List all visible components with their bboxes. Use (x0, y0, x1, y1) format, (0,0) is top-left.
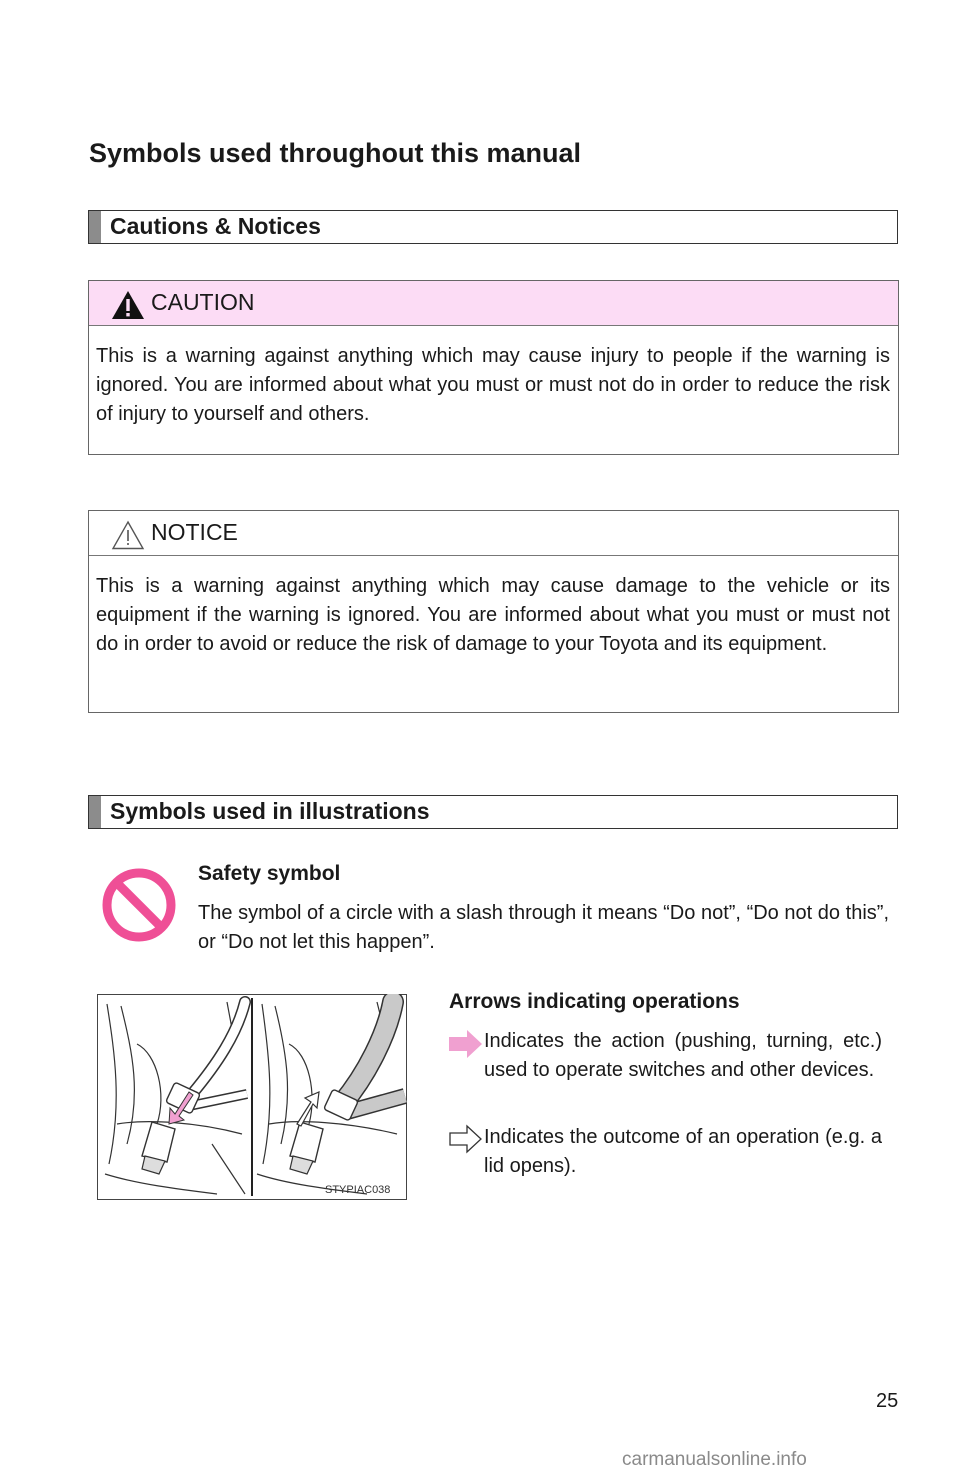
notice-header (89, 511, 898, 556)
caution-label: CAUTION (151, 289, 255, 315)
notice-label: NOTICE (151, 519, 238, 545)
caution-text: This is a warning against anything which may cause injury to people if the warning is ignored. You are informed about what you must or must not do in order to reduce the risk of injury to yourself and others. (96, 345, 890, 425)
page-title: Symbols used throughout this manual (89, 138, 582, 168)
safety-symbol-title: Safety symbol (198, 862, 341, 885)
caution-box (88, 280, 899, 455)
notice-box (88, 510, 899, 713)
notice-text: This is a warning against anything which may cause damage to the vehicle or its equipment if the warning is ignored. You are informed about what you must or must not do in order to avoid or reduce the risk of damage to your Toyota and its equipment. (96, 575, 890, 655)
arrows-title: Arrows indicating operations (449, 990, 740, 1013)
filled-arrow-icon (449, 1029, 483, 1059)
section-heading-cautions (88, 210, 898, 244)
section-heading-label: Cautions & Notices (110, 213, 321, 239)
outline-arrow-icon (449, 1124, 483, 1154)
warning-triangle-filled-icon (111, 290, 145, 320)
watermark: carmanualsonline.info (622, 1449, 807, 1470)
illustration-caption: STYPIAC038 (325, 1184, 391, 1196)
seatbelt-illustration (97, 994, 407, 1200)
caution-header (89, 281, 898, 326)
section-edge (89, 211, 101, 243)
section-edge (89, 796, 101, 828)
page-number: 25 (876, 1390, 899, 1412)
section-heading-illustrations (88, 795, 898, 829)
prohibition-icon (100, 866, 178, 944)
warning-triangle-outline-icon (111, 520, 145, 550)
safety-symbol-text: The symbol of a circle with a slash through it means “Do not”, “Do not do this”, or “Do not let this happen”. (198, 902, 889, 953)
outcome-arrow-text: Indicates the outcome of an operation (e.g. a lid opens). (484, 1126, 882, 1177)
section-heading-label: Symbols used in illustrations (110, 798, 430, 824)
action-arrow-text: Indicates the action (pushing, turning, etc.) used to operate switches and other devices. (484, 1030, 882, 1081)
